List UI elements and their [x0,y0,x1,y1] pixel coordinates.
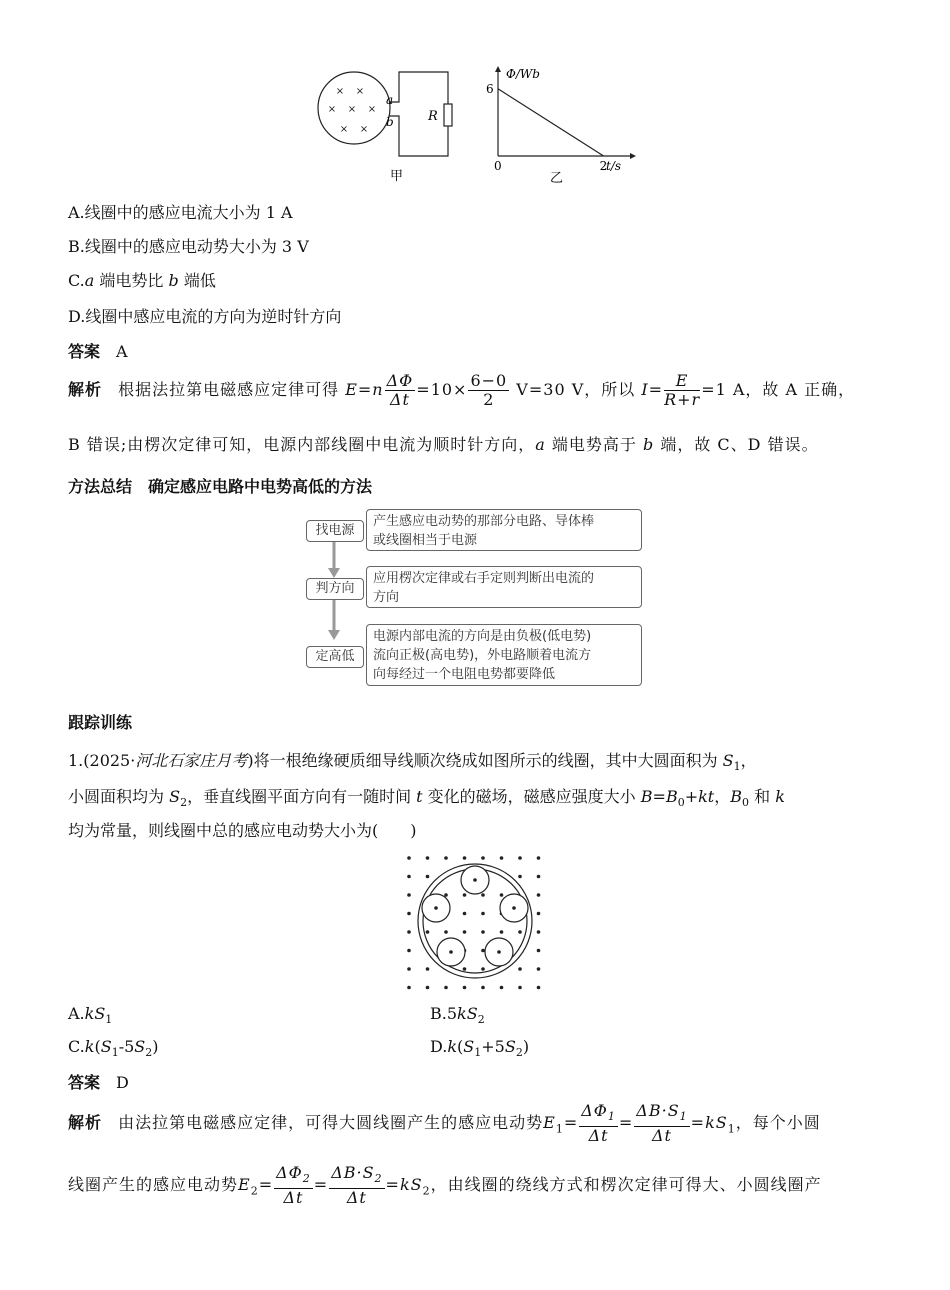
sub: 1 [607,1110,616,1124]
field-dot [444,930,448,934]
q1-text: 和 [749,787,776,806]
caption-yi: 乙 [550,171,564,184]
analysis-text: 端，故 C、D 错误。 [654,435,819,454]
x-tick-label: 2 [599,159,608,173]
q1-text: ， [714,787,731,806]
sub: 0 [742,796,750,810]
sub: 2 [302,1172,311,1186]
frac-den: R+r [664,390,701,409]
frac-num: E [664,372,700,391]
eq-I: I= [641,380,664,399]
frac-num: ΔΦ [276,1163,303,1182]
eq-E: E=n [345,380,384,399]
frac-6-0-2 [468,372,509,409]
svg-text:×: × [339,124,349,135]
field-dot [518,856,522,860]
frac-dphi2 [274,1164,313,1207]
analysis-0-line2 [68,432,819,455]
desc-line: 方向 [373,590,400,605]
field-dot [463,893,467,897]
opt-prefix: D. [430,1037,448,1056]
var-E: E [543,1113,556,1133]
field-dot [537,893,541,897]
svg-text:×: × [367,104,377,115]
field-dot [407,949,411,953]
var-S: S [169,787,181,806]
opt-mid: -5 [118,1037,135,1056]
caption-jia: 甲 [390,169,404,182]
var-S: S [504,1037,516,1056]
sub: 1 [474,1046,482,1060]
svg-text:×: × [347,104,357,115]
desc-line: 或线圈相当于电源 [373,533,478,548]
field-dot [426,875,430,879]
field-dot [407,930,411,934]
analysis-text: ，由线圈的绕线方式和楞次定律可得大、小圆线圈产 [430,1175,822,1195]
field-dot [444,893,448,897]
figure-yi-chart [480,64,640,184]
sub: 1 [727,1122,736,1136]
analysis-1-line1 [68,1102,821,1145]
eq: = [313,1175,329,1195]
option-a: A.线圈中的感应电流大小为 1 A [68,203,293,222]
desc-line: 向每经过一个电阻电势都要降低 [373,667,556,682]
field-dot [518,875,522,879]
frac-den: Δt [346,1188,367,1208]
var-E: E [238,1175,251,1195]
analysis-text: 由法拉第电磁感应定律，可得大圆线圈产生的感应电动势 [118,1113,544,1133]
y-axis-arrow [495,66,501,72]
method-subtitle: 确定感应电路中电势高低的方法 [148,477,373,496]
frac-dbs2 [329,1164,384,1207]
field-dot [537,930,541,934]
desc-line: 应用楞次定律或右手定则判断出电流的 [373,571,595,586]
field-dot [481,930,485,934]
field-dot [463,912,467,916]
field-dot [537,986,541,990]
field-dot [500,986,504,990]
field-dot [407,856,411,860]
field-dot [426,967,430,971]
option-d: D.线圈中感应电流的方向为逆时针方向 [68,307,342,326]
svg-text:×: × [359,124,369,135]
analysis-text: 端电势高于 [545,435,643,454]
flux-series-line [498,89,604,156]
field-dot [500,930,504,934]
eq-mid1: =10× [416,380,468,399]
y-axis-label: Φ/Wb [506,67,540,81]
answer-label: 答案 [68,1073,101,1092]
opt-prefix: C. [68,1037,85,1056]
answer-0 [68,339,128,362]
option-c-end: 端低 [178,271,216,290]
q1-text: 1.(2025· [68,751,136,770]
var-k: k [447,1037,458,1056]
method-step-label: 找电源 [306,520,364,542]
paren: ) [522,1037,530,1056]
answer-1 [68,1070,129,1093]
x-axis-arrow [630,153,636,159]
analysis-text: 根据法拉第电磁感应定律可得 [118,380,340,399]
q1-text: )将一根绝缘硬质细导线顺次绕成如图所示的线圈，其中大圆面积为 [247,751,723,770]
var-a: a [84,271,95,290]
label-b: b [386,115,394,129]
eq-end1: =1 A，故 A 正确， [701,380,856,399]
method-step-desc [366,509,642,551]
y-tick-label: 6 [486,81,494,96]
field-dot [426,930,430,934]
paren: ) [152,1037,159,1056]
frac-num: ΔΦ [581,1101,608,1120]
field-dot [463,856,467,860]
sub: 1 [555,1122,564,1136]
analysis-text: ，每个小圆 [735,1113,821,1133]
sub: 1 [679,1110,688,1124]
desc-line: 产生感应电动势的那部分电路、导体棒 [373,514,595,529]
field-dot [537,949,541,953]
field-dot [537,856,541,860]
field-dot [500,893,504,897]
var-S: S [463,1037,475,1056]
svg-text:×: × [327,104,337,115]
field-dot [481,986,485,990]
method-step-label: 判方向 [306,578,364,600]
frac-dbs1 [634,1102,689,1145]
q1-text: ，垂直线圈平面方向有一随时间 [187,787,417,806]
analysis-label: 解析 [68,380,103,399]
q1-text: ， [740,751,757,770]
answer-value: D [116,1073,129,1092]
var-B0: B [730,787,743,806]
frac-den: Δt [651,1126,672,1146]
eq: = [258,1175,274,1195]
answer-value: A [116,342,128,361]
var-S: S [134,1037,146,1056]
field-dot [407,893,411,897]
option-b: B.线圈中的感应电动势大小为 3 V [68,237,309,256]
sub: 1 [105,1013,113,1027]
sub: 0 [677,796,685,810]
field-dot [481,967,485,971]
q1-text: 变化的磁场，磁感应强度大小 [422,787,641,806]
svg-text:×: × [355,86,365,97]
var-t: t [416,787,423,806]
x-axis-label: t/s [606,159,622,173]
q1-option-b [430,1004,485,1026]
field-dot [481,893,485,897]
frac-den: Δt [389,390,410,409]
opt-prefix: A. [68,1004,85,1023]
method-step-desc [366,624,642,686]
field-dot [407,875,411,879]
q1-option-a [68,1004,112,1026]
var-b: b [642,435,655,454]
desc-line: 流向正极(高电势)，外电路顺着电流方 [373,648,592,663]
var-S: S [100,1037,112,1056]
sub: 2 [250,1184,259,1198]
field-dot [481,949,485,953]
q1-option-c [68,1037,159,1059]
method-step-label: 定高低 [306,646,364,668]
field-dot [444,856,448,860]
analysis-1-line2 [68,1164,822,1207]
sub: 2 [180,796,188,810]
field-dot [537,912,541,916]
var-a: a [535,435,546,454]
svg-text:×: × [335,86,345,97]
frac-num: ΔB·S [636,1101,680,1120]
opt-expr: kS [84,1004,106,1023]
field-dot [537,967,541,971]
analysis-text: 线圈产生的感应电动势 [68,1175,239,1195]
field-dot [463,930,467,934]
analysis-text: B 错误;由楞次定律可知，电源内部线圈中电流为顺时针方向， [68,435,536,454]
frac-num: 6−0 [470,371,508,390]
var-S: S [722,751,734,770]
coil-figure [400,852,550,990]
desc-line: 电源内部电流的方向是由负极(低电势) [373,629,592,644]
q1-source: 河北石家庄月考 [135,751,248,770]
frac-den: Δt [283,1188,304,1208]
frac-dphi-dt [385,372,416,409]
paren: ( [94,1037,101,1056]
opt-prefix: B.5 [430,1004,458,1023]
q1-option-d [430,1037,529,1059]
q1-line3: 均为常量，则线圈中总的感应电动势大小为( ) [68,821,417,840]
q1-text: 小圆面积均为 [68,787,170,806]
field-dot [537,875,541,879]
q1-line1 [68,748,757,773]
opt-mid: +5 [481,1037,505,1056]
field-dot [426,986,430,990]
frac-den: Δt [588,1126,609,1146]
q1-line2 [68,784,785,809]
var-B: B=B [640,787,678,806]
frac-den: 2 [483,390,495,409]
field-dot [444,986,448,990]
sub: 2 [477,1013,485,1027]
var-b: b [168,271,179,290]
label-a: a [386,93,394,107]
frac-num: ΔB·S [331,1163,375,1182]
frac-num: ΔΦ [386,371,414,390]
field-dot [518,930,522,934]
option-c-mid: 端电势比 [94,271,169,290]
sub: 2 [145,1046,153,1060]
field-dot [500,856,504,860]
sub: 1 [733,760,741,774]
field-dot [426,856,430,860]
field-dot [407,967,411,971]
analysis-label: 解析 [68,1113,103,1133]
frac-E-Rr [664,372,700,409]
var-k: k [775,787,785,806]
field-dot [463,967,467,971]
result: =kS [690,1113,728,1133]
method-title: 方法总结 [68,477,133,496]
field-dot [481,912,485,916]
sub: 1 [111,1046,119,1060]
paren: ( [457,1037,464,1056]
method-step-desc [366,566,642,608]
opt-expr: kS [457,1004,478,1023]
eq-mid2: V=30 V，所以 [510,380,642,399]
var-k: k [84,1037,95,1056]
field-dot [407,986,411,990]
field-dot [518,986,522,990]
option-c [68,268,216,291]
field-dot [518,967,522,971]
sub: 2 [422,1184,431,1198]
eq: = [618,1113,634,1133]
eq: = [563,1113,579,1133]
answer-label: 答案 [68,342,101,361]
option-c-prefix: C. [68,271,85,290]
sub: 2 [374,1172,383,1186]
frac-dphi1 [579,1102,618,1145]
method-heading [68,474,372,497]
analysis-0-line1 [68,372,855,409]
figure-jia [310,64,460,182]
practice-title: 跟踪训练 [68,713,133,732]
field-dot [407,912,411,916]
label-R: R [428,109,438,124]
field-dot [481,856,485,860]
origin-label: 0 [494,159,502,173]
field-dot [463,986,467,990]
sub: 2 [515,1046,523,1060]
result: =kS [385,1175,423,1195]
var-kt: +kt [684,787,715,806]
